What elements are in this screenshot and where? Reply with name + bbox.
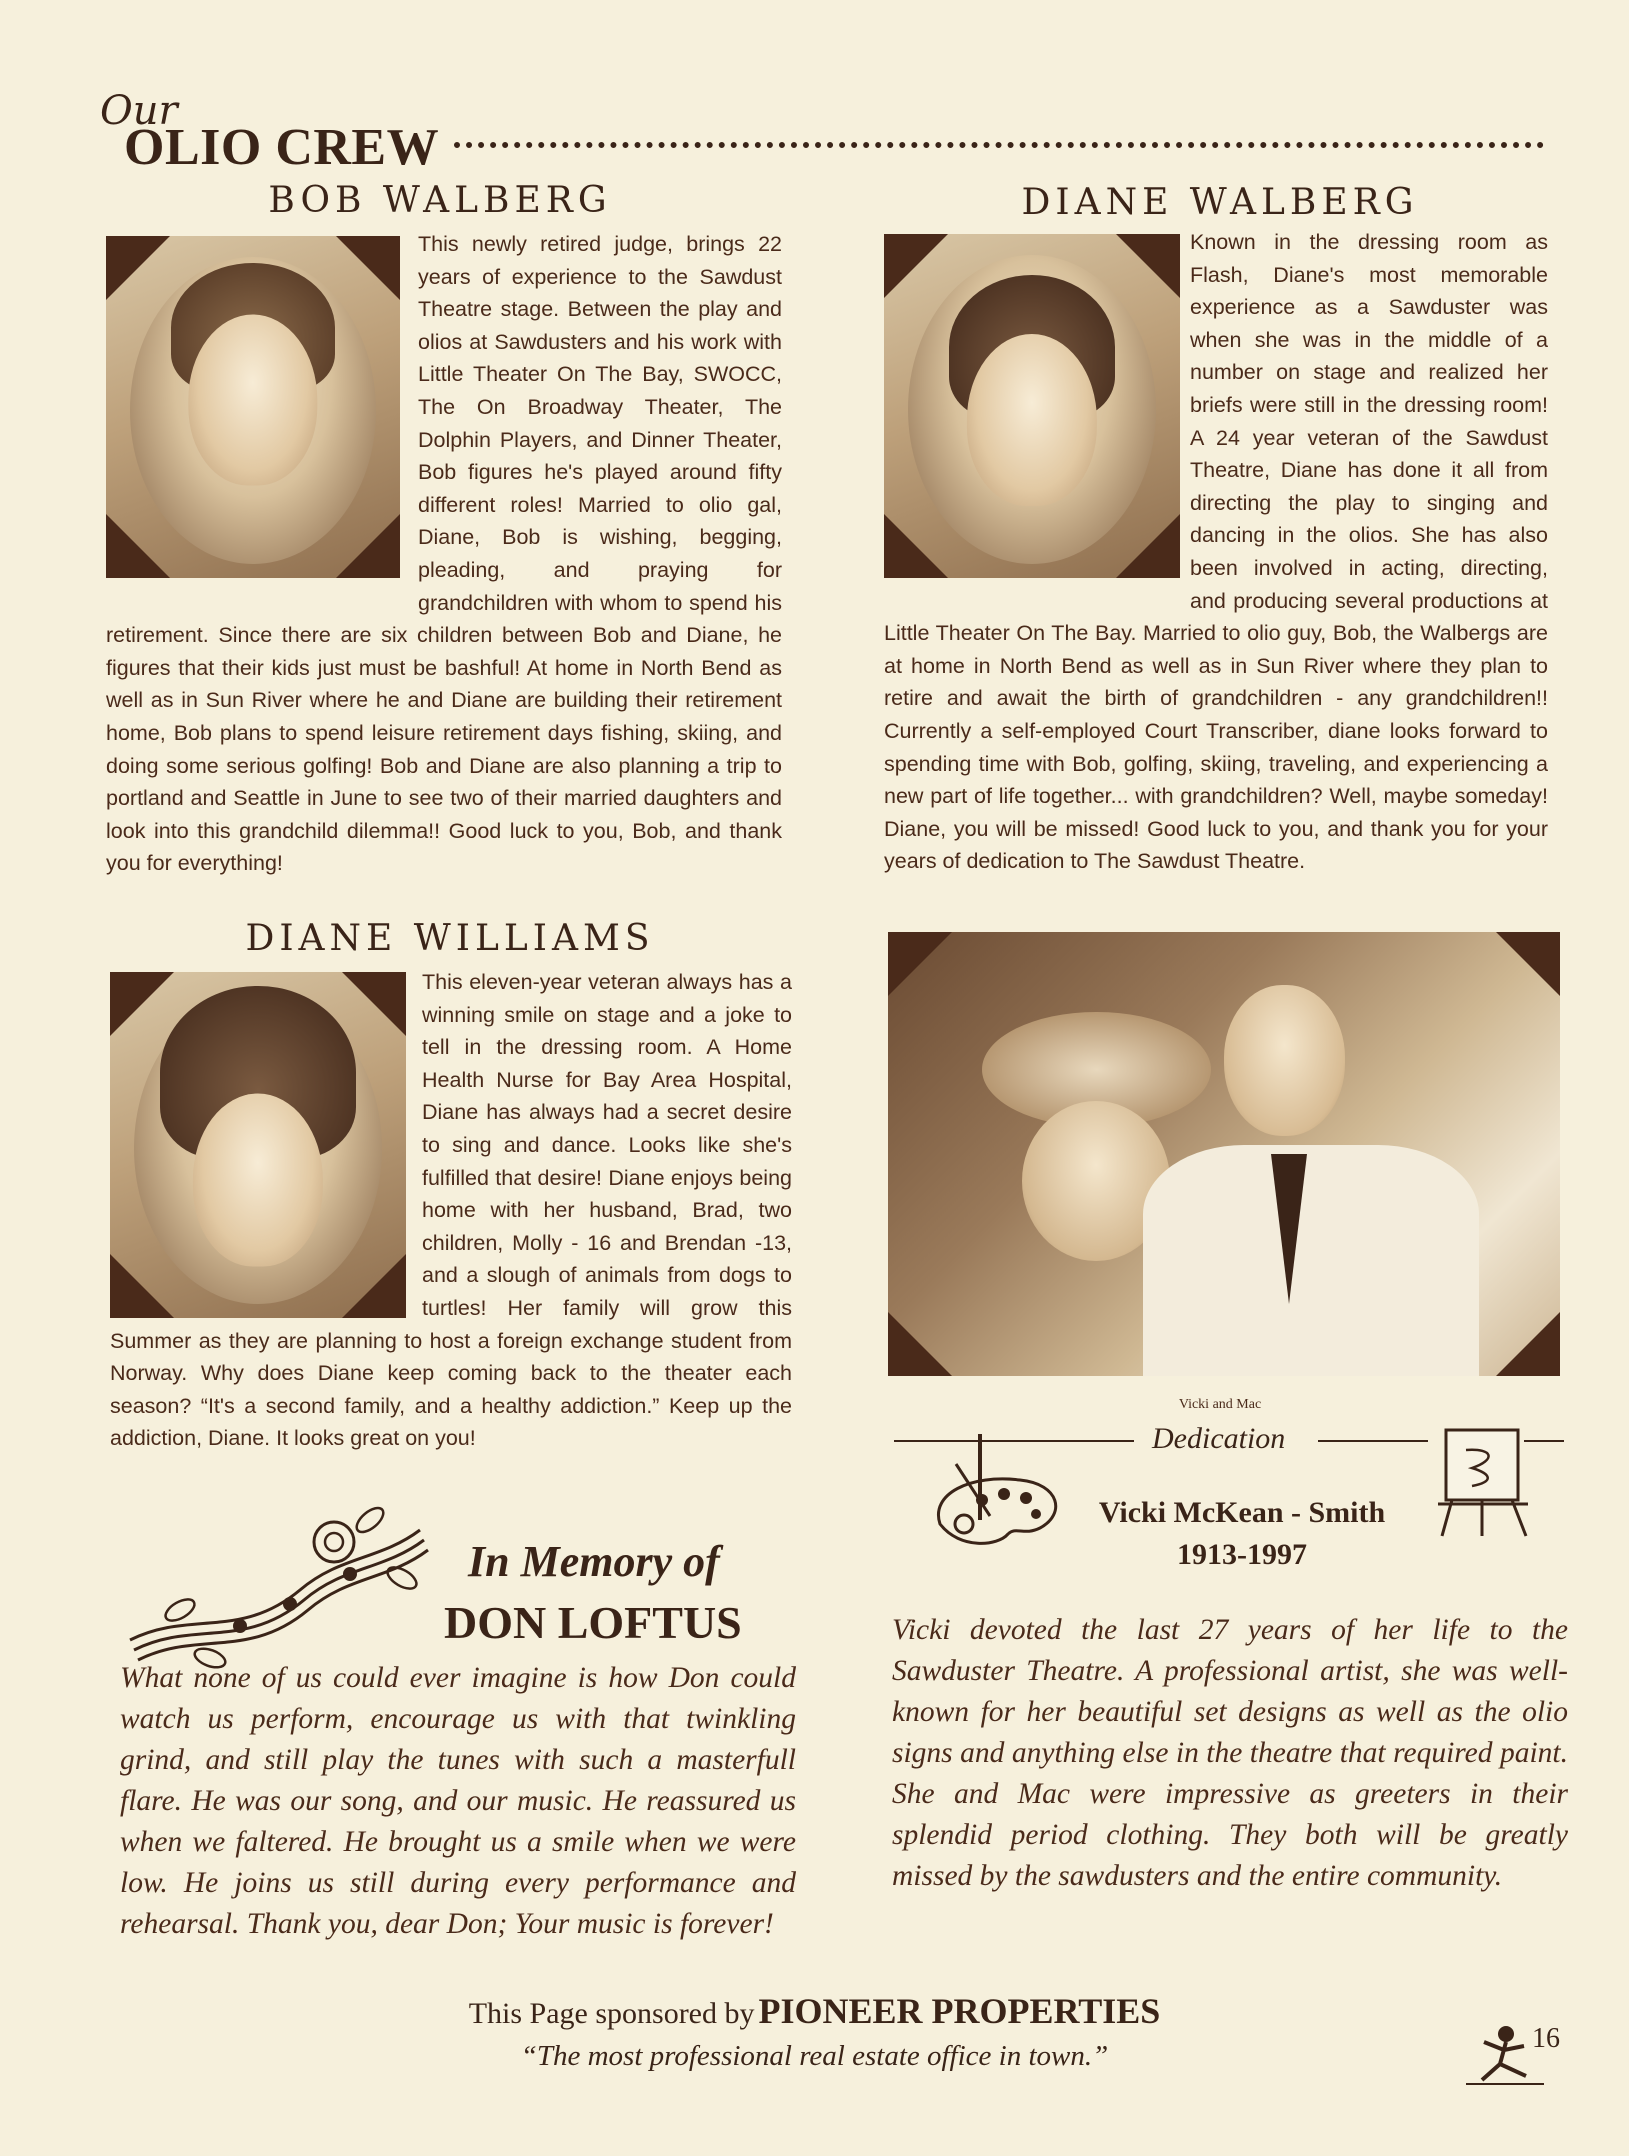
float-spacer — [884, 226, 1190, 590]
bob-walberg-text: This newly retired judge, brings 22 years of experience to the Sawdust Theatre stage. Between the play and olios at Sawdusters and his work with Little Theater On The Bay, SWOCC, The On Broadway Theater, The Dolphin Players, and Dinner Theater, Bob figures he's played around fifty different roles! Married to olio gal, Diane, Bob is wishing, begging, pleading, and praying for grandchildren with whom to spend his retirement. Since there are six children between Bob and Diane, he figures that their kids just must be bashful! At home in North Bend as well as in Sun River where he and Diane are building their retirement home, Bob plans to spend leisure retirement days fishing, skiing, and doing some serious golfing! Bob and Diane are also planning a trip to portland and Seattle in June to see two of their married daughters and look into this grandchild dilemma!! Good luck to you, Bob, and thank you for everything! — [106, 232, 782, 876]
dedication-name: Vicki McKean - Smith — [1098, 1496, 1386, 1529]
vicki-and-mac-photo — [888, 932, 1560, 1376]
header-our: Our — [100, 88, 178, 134]
diane-williams-bio — [110, 966, 792, 1455]
music-vine-icon — [120, 1490, 440, 1670]
photo-shirt — [1143, 1145, 1479, 1376]
dedication-label: Dedication — [1152, 1422, 1286, 1455]
easel-icon — [1432, 1420, 1536, 1540]
float-spacer — [110, 966, 422, 1322]
photo-corner-icon — [1496, 932, 1560, 996]
dedication-text: Vicki devoted the last 27 years of her life to the Sawduster Theatre. A professional artist, she was well-known for her beautiful set designs as well as the olio signs and anything else in the theatre that required paint. She and Mac were impressive as greeters in their splendid period clothing. They both will be greatly missed by the sawdusters and the entire community. — [892, 1614, 1568, 1892]
diane-williams-heading: DIANE WILLIAMS — [245, 918, 655, 959]
memory-name: DON LOFTUS — [444, 1597, 742, 1648]
sponsor-company: PIONEER PROPERTIES — [758, 1991, 1161, 2031]
diane-walberg-heading: DIANE WALBERG — [1021, 182, 1419, 223]
dedication-years: 1913-1997 — [1177, 1538, 1307, 1571]
paint-palette-icon — [920, 1424, 1070, 1570]
photo-corner-icon — [1496, 1312, 1560, 1376]
float-spacer — [106, 228, 418, 592]
dedication-rule-right — [1318, 1440, 1428, 1442]
diane-walberg-bio — [884, 226, 1548, 878]
bob-walberg-heading: BOB WALBERG — [268, 180, 612, 221]
diane-walberg-text: Known in the dressing room as Flash, Diane's most memorable experience as a Sawduster was when she was in the middle of a number on stage and realized her briefs were still in the dressing room! A 24 year veteran of the Sawdust Theatre, Diane has done it all from directing the play to singing and dancing in the olios. She has also been involved in acting, directing, and producing several productions at Little Theater On The Bay. Married to olio guy, Bob, the Walbergs are at home in North Bend as well as in Sun River where they plan to retire and await the birth of grandchildren - any grandchildren!! Currently a self-employed Court Transcriber, diane looks forward to spending time with Bob, golfing, skiing, traveling, and experiencing a new part of life together... with grandchildren? Well, maybe someday! Diane, you will be missed! Good luck to you, and thank you for your years of dedication to The Sawdust Theatre. — [884, 230, 1548, 874]
bob-walberg-bio — [106, 228, 782, 880]
sponsor-lead: This Page sponsored by — [468, 1997, 755, 2030]
sponsor-tagline: “The most professional real estate office in town.” — [520, 2040, 1109, 2072]
page-number: 16 — [1532, 2023, 1560, 2054]
memory-title: In Memory of — [468, 1537, 720, 1586]
photo-corner-icon — [888, 1312, 952, 1376]
title-dotted-leader — [454, 142, 1544, 148]
photo-tie — [1271, 1154, 1307, 1304]
photo-corner-icon — [888, 932, 952, 996]
photo-caption: Vicki and Mac — [1178, 1397, 1262, 1412]
photo-face — [1224, 985, 1345, 1136]
sponsor-line — [0, 1990, 1629, 2032]
memory-text: What none of us could ever imagine is how Don could watch us perform, encourage us with that twinkling grind, and still play the tunes with such a masterfull flare. He was our song, and our music. He reassured us when we faltered. He brought us a smile when we were low. He joins us still during every performance and rehearsal. Thank you, dear Don; Your music is forever! — [120, 1662, 796, 1940]
page-title: OLIO CREW — [124, 119, 440, 176]
diane-williams-text: This eleven-year veteran always has a winning smile on stage and a joke to tell in the dressing room. A Home Health Nurse for Bay Area Hospital, Diane has always had a secret desire to sing and dance. Looks like she's fulfilled that desire! Diane enjoys being home with her husband, Brad, two children, Molly - 16 and Brendan -13, and a slough of animals from dogs to turtles! Her family will grow this Summer as they are planning to host a foreign exchange student from Norway. Why does Diane keep coming back to the theater each season? “It's a second family, and a healthy addiction.” Keep up the addiction, Diane. It looks great on you! — [110, 970, 792, 1451]
